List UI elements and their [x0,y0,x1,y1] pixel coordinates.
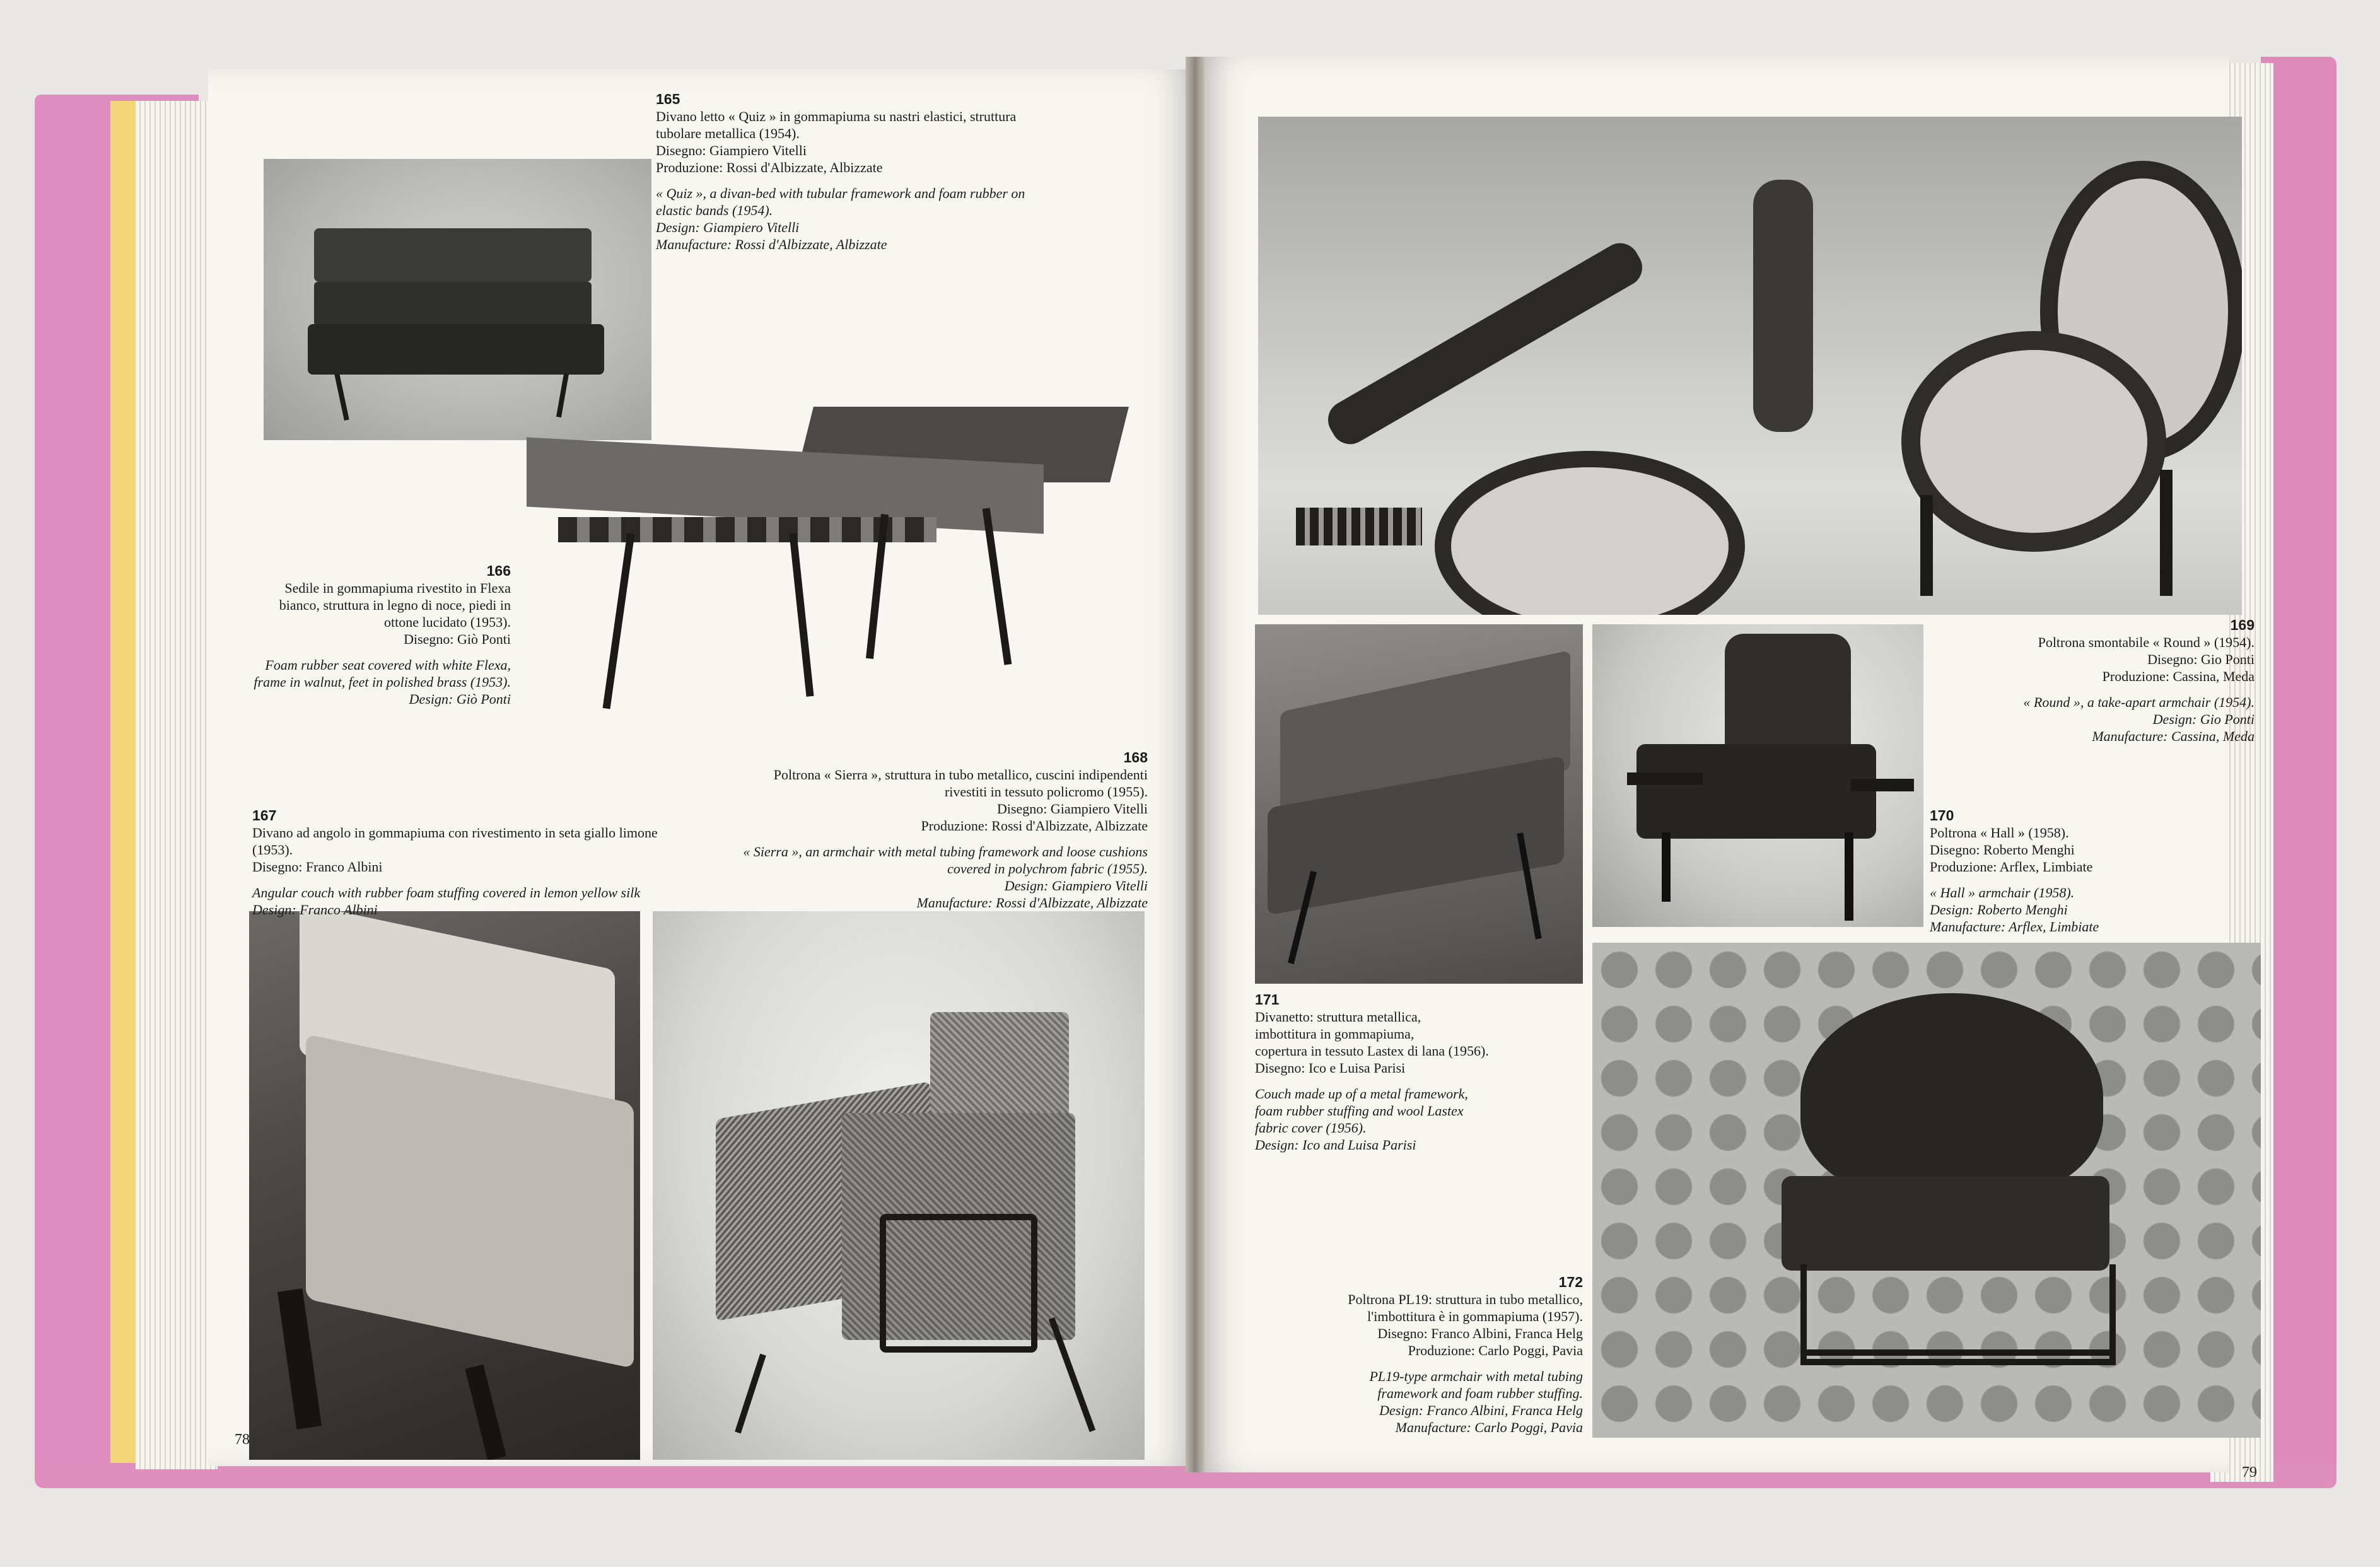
caption-line-en: Design: Giampiero Vitelli [1004,878,1148,894]
caption-line-en: Manufacture: Carlo Poggi, Pavia [1395,1419,1583,1435]
caption-number: 167 [252,807,277,824]
caption-172 [1255,1274,1583,1436]
caption-line-en: Design: Gio Ponti [2152,711,2255,727]
caption-line-en: Design: Ico and Luisa Parisi [1255,1137,1416,1153]
photo-169-round-armchair [1258,117,2242,615]
photo-167-albini-couch [249,911,640,1460]
caption-number: 166 [486,562,511,579]
caption-line-en: Design: Franco Albini [252,902,378,917]
caption-line-en: frame in walnut, feet in polished brass (1953). [254,674,511,690]
caption-line: copertura in tessuto Lastex di lana (1956). [1255,1043,1489,1059]
caption-line: Produzione: Arflex, Limbiate [1930,859,2093,875]
caption-line-en: Design: Franco Albini, Franca Helg [1379,1402,1583,1418]
caption-line-en: Manufacture: Arflex, Limbiate [1930,919,2099,935]
caption-line-en: « Sierra », an armchair with metal tubing framework and loose cushions [743,844,1148,859]
caption-line: bianco, struttura in legno di noce, piedi in [279,597,511,613]
caption-167 [252,807,694,918]
caption-line: ottone lucidato (1953). [383,614,511,630]
caption-line-en: « Hall » armchair (1958). [1930,885,2075,900]
caption-line: Disegno: Giampiero Vitelli [656,143,807,158]
caption-165 [656,91,1135,253]
caption-line: Produzione: Cassina, Meda [2102,668,2255,684]
caption-line-en: « Round », a take-apart armchair (1954). [2023,694,2255,710]
caption-line: Disegno: Gio Ponti [2147,651,2255,667]
caption-line-en: elastic bands (1954). [656,202,773,218]
caption-166 [227,562,511,708]
caption-line-en: PL19-type armchair with metal tubing [1369,1368,1583,1384]
caption-number: 170 [1930,807,1954,824]
caption-171 [1255,991,1583,1153]
caption-168 [668,749,1148,911]
page-number-left: 78 [235,1431,250,1448]
photo-171-parisi-couch [1255,624,1583,984]
caption-line-en: framework and foam rubber stuffing. [1377,1385,1583,1401]
caption-line: Disegno: Franco Albini, Franca Helg [1377,1325,1583,1341]
caption-line: Produzione: Rossi d'Albizzate, Albizzate [921,818,1148,834]
caption-line: Poltrona « Hall » (1958). [1930,825,2069,841]
caption-line: Disegno: Giampiero Vitelli [996,801,1148,817]
caption-line: Produzione: Rossi d'Albizzate, Albizzate [656,160,883,175]
caption-line: Divanetto: struttura metallica, [1255,1009,1421,1025]
caption-line-en: fabric cover (1956). [1255,1120,1367,1136]
caption-line: l'imbottitura è in gommapiuma (1957). [1367,1308,1583,1324]
caption-line: (1953). [252,842,293,858]
page-stack-left [136,101,218,1469]
caption-line-en: Manufacture: Rossi d'Albizzate, Albizzate [916,895,1148,911]
caption-170 [1930,807,2220,935]
caption-line-en: Design: Giò Ponti [409,691,511,707]
caption-line: Poltrona PL19: struttura in tubo metallico, [1348,1291,1583,1307]
caption-number: 168 [1123,749,1148,766]
caption-number: 165 [656,91,680,107]
caption-line: Poltrona smontabile « Round » (1954). [2038,634,2255,650]
caption-line: Disegno: Roberto Menghi [1930,842,2075,858]
book-gutter [1186,57,1205,1472]
caption-line-en: « Quiz », a divan-bed with tubular framework and foam rubber on [656,185,1025,201]
caption-number: 171 [1255,991,1280,1008]
caption-number: 169 [2230,617,2255,633]
caption-line-en: Design: Roberto Menghi [1930,902,2068,917]
caption-line: Divano letto « Quiz » in gommapiuma su nastri elastici, struttura [656,108,1017,124]
caption-line: Produzione: Carlo Poggi, Pavia [1408,1343,1583,1358]
caption-line: Poltrona « Sierra », struttura in tubo metallico, cuscini indipendenti [773,767,1148,783]
caption-line: Disegno: Ico e Luisa Parisi [1255,1060,1406,1076]
caption-line: imbottitura in gommapiuma, [1255,1026,1415,1042]
caption-line-en: Foam rubber seat covered with white Flexa, [265,657,511,673]
caption-line-en: Couch made up of a metal framework, [1255,1086,1468,1102]
caption-line: Sedile in gommapiuma rivestito in Flexa [284,580,511,596]
caption-line: Disegno: Giò Ponti [404,631,511,647]
caption-line-en: Angular couch with rubber foam stuffing covered in lemon yellow silk [252,885,641,900]
caption-line: rivestiti in tessuto policromo (1955). [944,784,1148,800]
caption-line-en: Manufacture: Cassina, Meda [2092,728,2255,744]
caption-line-en: Design: Giampiero Vitelli [656,219,800,235]
photo-172-pl19-armchair [1592,943,2261,1438]
page-number-right: 79 [2242,1464,2257,1481]
caption-line: Divano ad angolo in gommapiuma con rivestimento in seta giallo limone [252,825,658,841]
photo-166-ponti-bench [520,394,1151,722]
photo-168-sierra-armchair [653,911,1145,1460]
caption-line-en: Manufacture: Rossi d'Albizzate, Albizzate [656,236,887,252]
caption-line-en: covered in polychrom fabric (1955). [947,861,1148,877]
caption-line: tubolare metallica (1954). [656,125,800,141]
caption-number: 172 [1558,1274,1583,1290]
caption-line: Disegno: Franco Albini [252,859,383,875]
caption-line-en: foam rubber stuffing and wool Lastex [1255,1103,1464,1119]
photo-170-hall-armchair [1592,624,1923,927]
caption-169 [1930,617,2255,745]
